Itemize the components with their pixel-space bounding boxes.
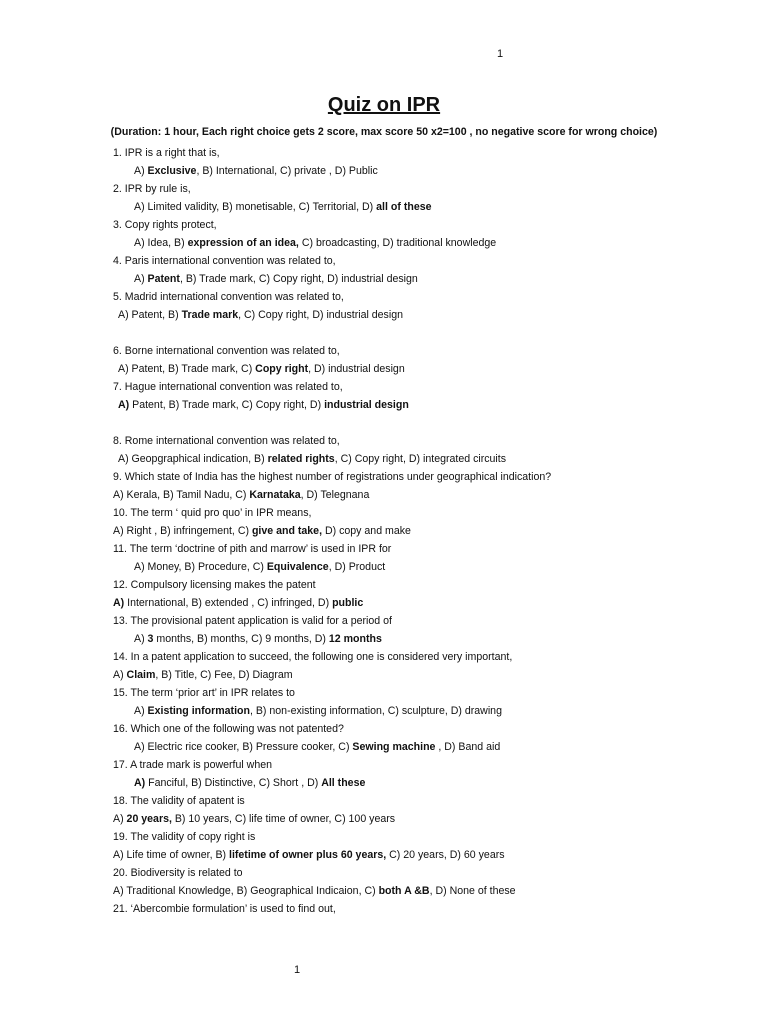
- quiz-line: [113, 738, 733, 756]
- quiz-questions: [113, 144, 733, 918]
- quiz-line: [113, 234, 733, 252]
- quiz-line: [113, 540, 733, 558]
- quiz-line: [113, 396, 733, 414]
- quiz-text: A) Right , B) infringement, C): [113, 525, 252, 537]
- quiz-text: months, B) months, C) 9 months, D): [153, 633, 329, 645]
- quiz-text: A): [134, 633, 148, 645]
- quiz-text: A): [134, 705, 148, 717]
- quiz-line: [113, 432, 733, 450]
- quiz-text: , D) Telegnana: [300, 489, 370, 501]
- quiz-text: , B) Trade mark, C) Copy right, D) industrial design: [179, 273, 418, 285]
- quiz-instructions: (Duration: 1 hour, Each right choice gets 2 score, max score 50 x2=100 , no negative score for wrong choice): [110, 126, 658, 138]
- quiz-line: [113, 270, 733, 288]
- quiz-text: A) Idea, B): [134, 237, 188, 249]
- page-number-bottom: 1: [294, 964, 301, 976]
- quiz-text: 5. Madrid international convention was related to,: [113, 291, 344, 303]
- quiz-text: , B) International, C) private , D) Public: [196, 165, 378, 177]
- quiz-line: [113, 468, 733, 486]
- quiz-text: 6. Borne international convention was related to,: [113, 345, 340, 357]
- answer-highlight: Karnataka: [249, 489, 301, 501]
- quiz-line: [113, 288, 733, 306]
- quiz-line: [113, 774, 733, 792]
- quiz-line: [113, 666, 733, 684]
- quiz-line: [113, 702, 733, 720]
- quiz-line: [113, 216, 733, 234]
- quiz-line: [113, 522, 733, 540]
- answer-highlight: Claim: [126, 669, 156, 681]
- quiz-text: A) Kerala, B) Tamil Nadu, C): [113, 489, 250, 501]
- quiz-line: [113, 342, 733, 360]
- answer-highlight: industrial design: [324, 399, 409, 411]
- blank-line: [113, 324, 733, 342]
- quiz-text: , D) None of these: [429, 885, 516, 897]
- answer-highlight: 3: [147, 633, 154, 645]
- quiz-text: , C) Copy right, D) integrated circuits: [334, 453, 507, 465]
- quiz-text: 15. The term ‘prior art’ in IPR relates to: [113, 687, 295, 699]
- quiz-text: Patent, B) Trade mark, C) Copy right, D): [129, 399, 325, 411]
- quiz-text: 11. The term ‘doctrine of pith and marrow’ is used in IPR for: [113, 543, 392, 555]
- quiz-text: C) broadcasting, D) traditional knowledge: [298, 237, 497, 249]
- quiz-text: 19. The validity of copy right is: [113, 831, 256, 843]
- answer-highlight: 20 years,: [126, 813, 172, 825]
- quiz-line: [113, 810, 733, 828]
- quiz-text: 20. Biodiversity is related to: [113, 867, 243, 879]
- quiz-line: [113, 180, 733, 198]
- quiz-text: A) Limited validity, B) monetisable, C) Territorial, D): [134, 201, 377, 213]
- quiz-text: 7. Hague international convention was related to,: [113, 381, 343, 393]
- quiz-line: [113, 450, 733, 468]
- quiz-text: C) 20 years, D) 60 years: [386, 849, 505, 861]
- quiz-text: 17. A trade mark is powerful when: [113, 759, 272, 771]
- quiz-text: A) Traditional Knowledge, B) Geographical Indicaion, C): [113, 885, 379, 897]
- answer-highlight: Trade mark: [181, 309, 239, 321]
- quiz-text: A) Patent, B) Trade mark, C): [118, 363, 256, 375]
- page-number-top: 1: [497, 48, 504, 60]
- answer-highlight: Copy right: [255, 363, 309, 375]
- quiz-text: B) 10 years, C) life time of owner, C) 100 years: [171, 813, 396, 825]
- quiz-line: [113, 900, 733, 918]
- answer-highlight: Existing information: [147, 705, 250, 717]
- quiz-text: Fanciful, B) Distinctive, C) Short , D): [145, 777, 322, 789]
- quiz-text: International, B) extended , C) infringed, D): [124, 597, 333, 609]
- quiz-text: A) Geopgraphical indication, B): [118, 453, 268, 465]
- quiz-line: [113, 306, 733, 324]
- quiz-text: A): [113, 813, 127, 825]
- answer-highlight: A): [118, 399, 130, 411]
- quiz-text: 12. Compulsory licensing makes the patent: [113, 579, 316, 591]
- answer-highlight: both A &B: [378, 885, 430, 897]
- answer-highlight: expression of an idea,: [187, 237, 299, 249]
- quiz-line: [113, 864, 733, 882]
- quiz-text: , B) non-existing information, C) sculpture, D) drawing: [249, 705, 502, 717]
- quiz-text: 16. Which one of the following was not patented?: [113, 723, 344, 735]
- quiz-line: [113, 792, 733, 810]
- quiz-text: A) Patent, B): [118, 309, 182, 321]
- answer-highlight: Sewing machine: [352, 741, 436, 753]
- quiz-line: [113, 378, 733, 396]
- quiz-text: 14. In a patent application to succeed, the following one is considered very important,: [113, 651, 513, 663]
- quiz-text: 3. Copy rights protect,: [113, 219, 217, 231]
- answer-highlight: lifetime of owner plus 60 years,: [229, 849, 387, 861]
- answer-highlight: public: [332, 597, 364, 609]
- quiz-text: A): [134, 273, 148, 285]
- quiz-text: , D) industrial design: [308, 363, 405, 375]
- quiz-text: A) Life time of owner, B): [113, 849, 229, 861]
- quiz-line: [113, 144, 733, 162]
- quiz-line: [113, 252, 733, 270]
- quiz-text: 1. IPR is a right that is,: [113, 147, 220, 159]
- quiz-text: 18. The validity of apatent is: [113, 795, 245, 807]
- quiz-line: [113, 882, 733, 900]
- quiz-text: D) copy and make: [322, 525, 411, 537]
- quiz-text: A) Money, B) Procedure, C): [134, 561, 267, 573]
- quiz-text: A): [113, 669, 127, 681]
- quiz-text: A) Electric rice cooker, B) Pressure cooker, C): [134, 741, 353, 753]
- answer-highlight: Exclusive: [147, 165, 197, 177]
- quiz-line: [113, 162, 733, 180]
- quiz-line: [113, 594, 733, 612]
- quiz-line: [113, 720, 733, 738]
- answer-highlight: 12 months: [328, 633, 382, 645]
- quiz-line: [113, 360, 733, 378]
- answer-highlight: give and take,: [251, 525, 323, 537]
- quiz-line: [113, 486, 733, 504]
- quiz-text: , D) Product: [328, 561, 386, 573]
- quiz-text: 4. Paris international convention was related to,: [113, 255, 336, 267]
- quiz-line: [113, 756, 733, 774]
- blank-line: [113, 414, 733, 432]
- answer-highlight: A): [113, 597, 125, 609]
- answer-highlight: All these: [321, 777, 366, 789]
- quiz-text: 13. The provisional patent application is valid for a period of: [113, 615, 392, 627]
- quiz-text: , C) Copy right, D) industrial design: [238, 309, 403, 321]
- answer-highlight: Patent: [147, 273, 180, 285]
- quiz-line: [113, 504, 733, 522]
- page-title: Quiz on IPR: [327, 94, 441, 116]
- quiz-text: A): [134, 165, 148, 177]
- quiz-line: [113, 648, 733, 666]
- quiz-line: [113, 558, 733, 576]
- quiz-line: [113, 612, 733, 630]
- answer-highlight: Equivalence: [266, 561, 329, 573]
- answer-highlight: related rights: [267, 453, 335, 465]
- quiz-line: [113, 576, 733, 594]
- quiz-text: 21. ‘Abercombie formulation’ is used to find out,: [113, 903, 336, 915]
- quiz-text: , D) Band aid: [435, 741, 501, 753]
- quiz-line: [113, 198, 733, 216]
- answer-highlight: all of these: [376, 201, 432, 213]
- quiz-text: 2. IPR by rule is,: [113, 183, 191, 195]
- quiz-text: 10. The term ‘ quid pro quo’ in IPR means,: [113, 507, 312, 519]
- quiz-text: 8. Rome international convention was related to,: [113, 435, 340, 447]
- quiz-line: [113, 846, 733, 864]
- answer-highlight: A): [134, 777, 146, 789]
- quiz-text: , B) Title, C) Fee, D) Diagram: [155, 669, 293, 681]
- quiz-line: [113, 684, 733, 702]
- quiz-line: [113, 630, 733, 648]
- quiz-text: 9. Which state of India has the highest number of registrations under geographical indication?: [113, 471, 552, 483]
- quiz-line: [113, 828, 733, 846]
